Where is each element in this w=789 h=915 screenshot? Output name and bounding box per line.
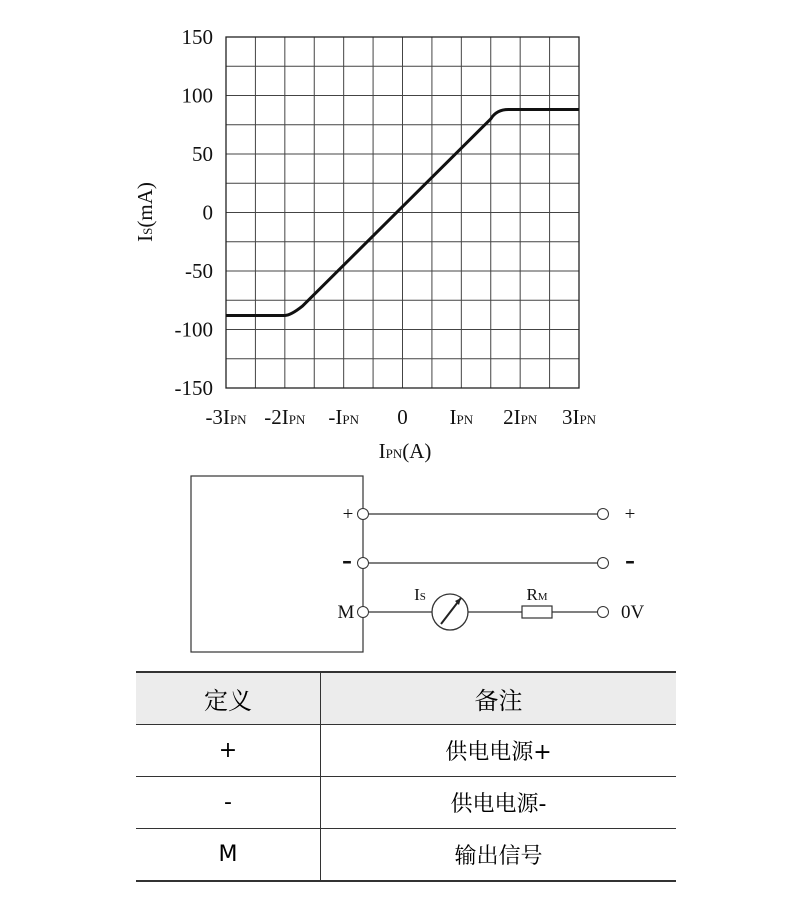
pin-minus-terminal (358, 558, 369, 569)
pin-plus-terminal (358, 509, 369, 520)
table-header-row (136, 672, 676, 725)
y-axis-label-unit: (mA) (133, 182, 157, 228)
ammeter-label-sub: S (419, 591, 426, 603)
header-definition: 定义 (136, 672, 321, 725)
x-axis-label-sub: PN (385, 446, 403, 461)
table-row (136, 829, 676, 882)
pin-plus-label: + (342, 504, 354, 525)
y-axis-label-sub: S (140, 227, 155, 235)
resistor-label-main: R (526, 585, 538, 604)
x-axis-label-unit: (A) (402, 439, 432, 463)
table-cell-remark: 供电电源- (321, 777, 677, 829)
x-tick-label: IPN (449, 405, 474, 429)
table-cell-remark: 输出信号 (321, 829, 677, 882)
y-tick-label: -50 (185, 259, 213, 283)
y-tick-label: 50 (192, 142, 213, 166)
out-0v-terminal (598, 607, 609, 618)
pin-m-label: M (337, 602, 355, 623)
pin-m-terminal (358, 607, 369, 618)
out-minus-terminal (598, 558, 609, 569)
out-0v-label: 0V (621, 602, 645, 623)
table-row (136, 777, 676, 829)
y-tick-label: 0 (202, 200, 213, 225)
resistor-label-sub: M (537, 591, 548, 603)
x-axis-label-main: I (378, 439, 386, 463)
header-remark: 备注 (321, 672, 677, 725)
ammeter-label-main: I (414, 585, 420, 604)
x-tick-label: -IPN (328, 405, 359, 429)
pin-minus-label: - (342, 543, 352, 576)
ammeter-label (414, 585, 426, 604)
pin-definition-table (136, 671, 676, 882)
table-cell-definition: M (136, 829, 321, 882)
out-minus-label: - (625, 543, 635, 576)
wiring-diagram (0, 460, 789, 660)
chart-grid (226, 37, 579, 388)
y-tick-label: 150 (181, 25, 213, 49)
x-tick-labels (205, 405, 596, 429)
x-tick-label: 0 (397, 405, 408, 429)
sensor-box (191, 476, 363, 652)
table-row (136, 725, 676, 777)
x-tick-label: 2IPN (503, 405, 538, 429)
resistor-label (526, 585, 547, 604)
y-axis-label-main: I (133, 234, 157, 242)
y-axis-label (133, 182, 157, 242)
table-cell-definition: - (136, 777, 321, 829)
y-tick-labels (175, 25, 214, 400)
y-tick-label: -150 (174, 376, 213, 400)
x-tick-label: 3IPN (561, 405, 597, 429)
y-tick-label: -100 (174, 317, 213, 342)
out-plus-label: + (624, 504, 636, 525)
table-cell-remark: 供电电源+ (321, 725, 677, 777)
y-tick-label: 100 (181, 83, 213, 108)
table-cell-definition: + (136, 725, 321, 777)
x-tick-label: -2IPN (264, 405, 306, 429)
resistor-icon (522, 606, 552, 618)
x-tick-label: -3IPN (205, 405, 247, 429)
out-plus-terminal (598, 509, 609, 520)
